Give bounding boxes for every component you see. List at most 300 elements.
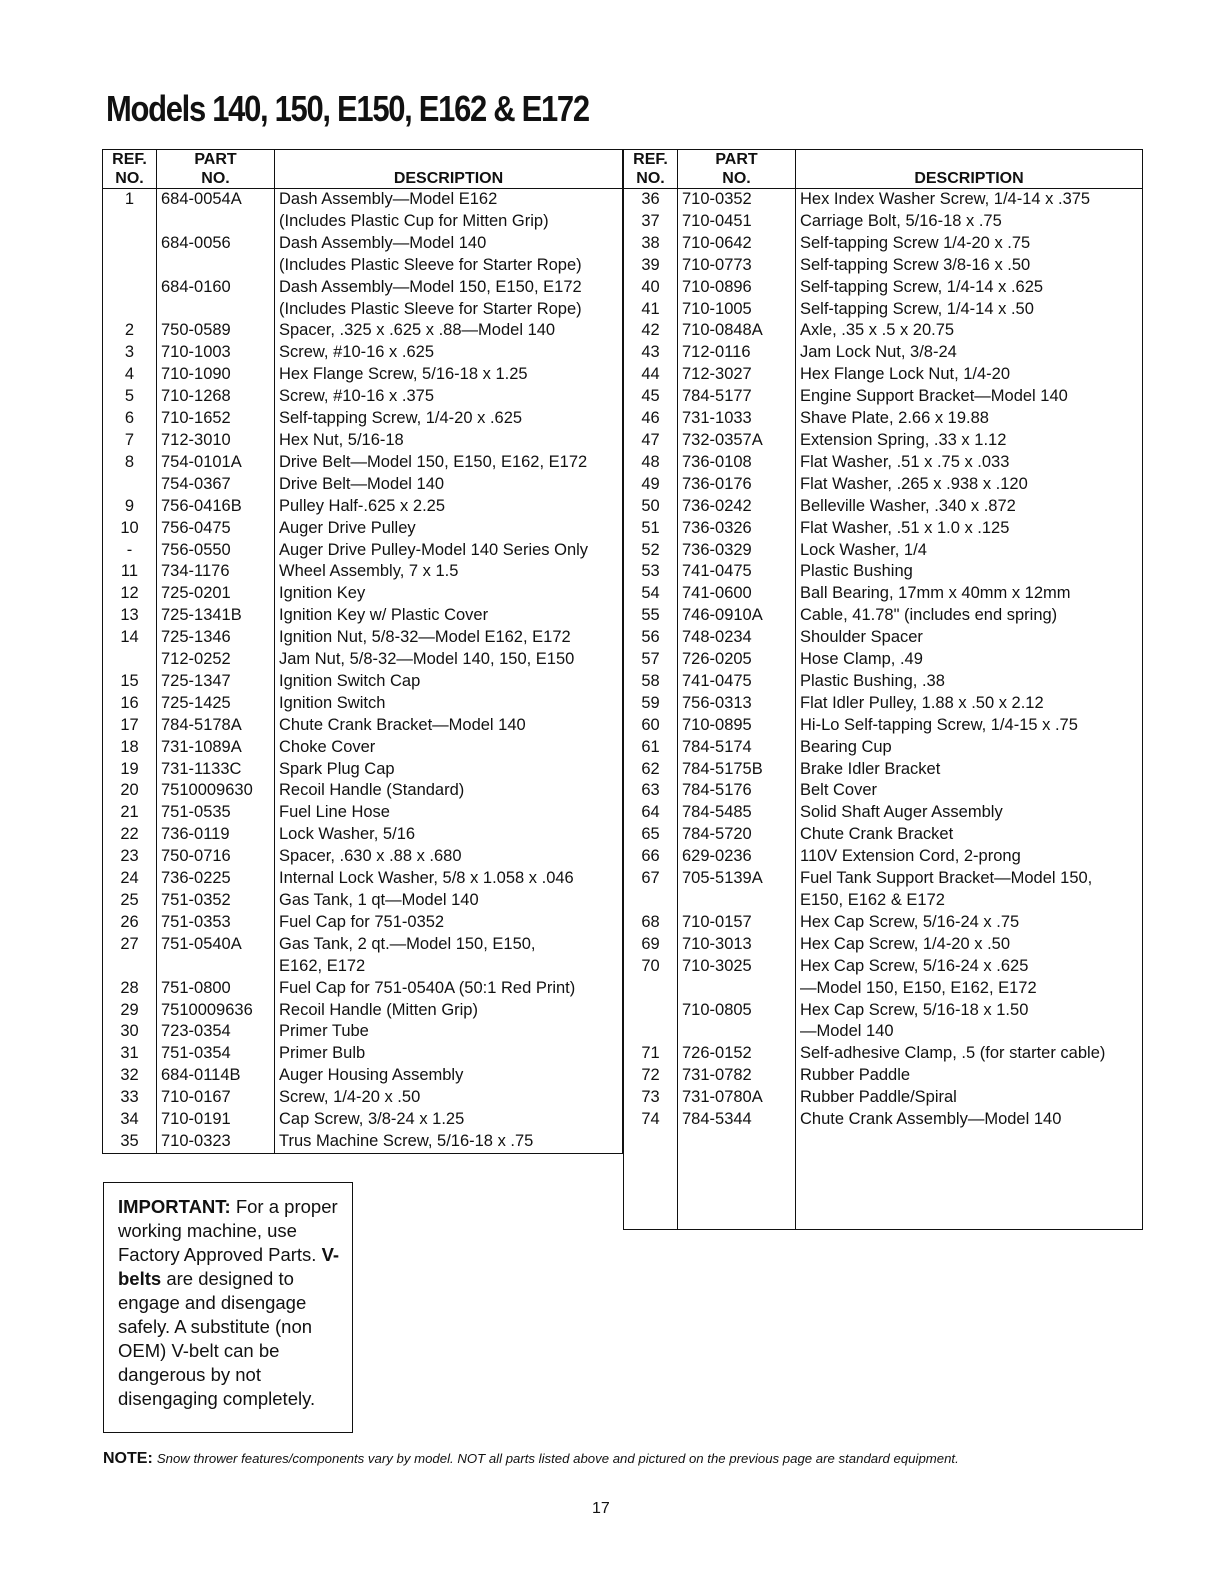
description-cell: Spacer, .325 x .625 x .88—Model 140 <box>275 320 623 342</box>
ref-no-cell: 29 <box>120 1000 139 1019</box>
part-no-cell: 756-0550 <box>157 540 275 562</box>
part-no-cell: 784-5485 <box>678 802 796 824</box>
table-row <box>103 934 623 956</box>
table-row <box>103 1087 623 1109</box>
ref-no-cell: 65 <box>641 825 660 844</box>
ref-no-cell: 24 <box>120 869 139 888</box>
empty-cell <box>796 1131 1143 1230</box>
part-no-cell: 710-3013 <box>678 934 796 956</box>
ref-no-cell: 48 <box>641 452 660 471</box>
description-cell: Hex Flange Lock Nut, 1/4-20 <box>796 364 1143 386</box>
part-no-cell: 710-1652 <box>157 408 275 430</box>
ref-no-cell <box>103 277 157 299</box>
ref-no-cell: 3 <box>124 343 135 362</box>
part-no-cell: 736-0329 <box>678 540 796 562</box>
table-row <box>624 299 1143 321</box>
ref-no-cell: 2 <box>124 321 135 340</box>
description-cell: Carriage Bolt, 5/16-18 x .75 <box>796 211 1143 233</box>
part-no-cell: 751-0535 <box>157 802 275 824</box>
part-no-cell: 710-0896 <box>678 277 796 299</box>
part-no-cell <box>157 956 275 978</box>
table-header-row <box>103 150 623 189</box>
ref-no-cell: 17 <box>120 715 139 734</box>
part-no-cell: 784-5344 <box>678 1109 796 1131</box>
table-row <box>624 627 1143 649</box>
description-cell: Dash Assembly—Model 150, E150, E172 <box>275 277 623 299</box>
page-number: 17 <box>592 1500 610 1517</box>
ref-no-cell <box>103 233 157 255</box>
description-cell: Bearing Cup <box>796 737 1143 759</box>
table-row <box>624 846 1143 868</box>
table-row <box>103 868 623 890</box>
part-no-cell: 751-0354 <box>157 1043 275 1065</box>
description-cell: Ignition Switch <box>275 693 623 715</box>
ref-no-cell: 56 <box>641 628 660 647</box>
description-cell: Plastic Bushing <box>796 561 1143 583</box>
ref-no-cell <box>103 956 157 978</box>
table-row <box>624 1043 1143 1065</box>
description-cell: Hex Cap Screw, 5/16-24 x .625 <box>796 956 1143 978</box>
description-cell: Fuel Line Hose <box>275 802 623 824</box>
table-row <box>103 561 623 583</box>
part-no-cell: 726-0205 <box>678 649 796 671</box>
description-cell: E162, E172 <box>275 956 623 978</box>
part-no-cell: 748-0234 <box>678 627 796 649</box>
description-cell: Cap Screw, 3/8-24 x 1.25 <box>275 1109 623 1131</box>
table-row <box>624 715 1143 737</box>
ref-no-cell: 46 <box>641 409 660 428</box>
empty-cell <box>624 1131 678 1230</box>
ref-no-cell: 74 <box>641 1110 660 1129</box>
part-no-cell: 746-0910A <box>678 605 796 627</box>
description-cell: Hi-Lo Self-tapping Screw, 1/4-15 x .75 <box>796 715 1143 737</box>
part-no-cell: 7510009630 <box>157 780 275 802</box>
part-no-cell: 751-0353 <box>157 912 275 934</box>
part-no-cell: 684-0114B <box>157 1065 275 1087</box>
part-no-cell <box>157 255 275 277</box>
ref-no-cell: - <box>126 540 133 559</box>
table-header-row <box>624 150 1143 189</box>
description-cell: Chute Crank Assembly—Model 140 <box>796 1109 1143 1131</box>
vbelts-label: V-belts <box>118 1244 340 1289</box>
description-cell: Ignition Nut, 5/8-32—Model E162, E172 <box>275 627 623 649</box>
table-row <box>624 912 1143 934</box>
part-no-cell: 725-0201 <box>157 583 275 605</box>
part-no-cell: 756-0313 <box>678 693 796 715</box>
part-no-cell: 712-3010 <box>157 430 275 452</box>
part-no-cell: 710-0323 <box>157 1131 275 1153</box>
description-cell: Hex Flange Screw, 5/16-18 x 1.25 <box>275 364 623 386</box>
description-cell: —Model 140 <box>796 1021 1143 1043</box>
ref-no-cell: 33 <box>120 1088 139 1107</box>
description-cell: Screw, #10-16 x .625 <box>275 342 623 364</box>
table-row <box>103 255 623 277</box>
description-cell: (Includes Plastic Sleeve for Starter Rope) <box>275 255 623 277</box>
part-no-cell: 731-1033 <box>678 408 796 430</box>
ref-no-cell: 13 <box>120 606 139 625</box>
description-cell: Axle, .35 x .5 x 20.75 <box>796 320 1143 342</box>
description-cell: Fuel Tank Support Bracket—Model 150, <box>796 868 1143 890</box>
part-no-cell: 684-0054A <box>157 189 275 211</box>
table-row <box>103 627 623 649</box>
table-row <box>103 890 623 912</box>
table-row <box>103 978 623 1000</box>
table-row <box>624 408 1143 430</box>
description-cell: Fuel Cap for 751-0540A (50:1 Red Print) <box>275 978 623 1000</box>
description-cell: 110V Extension Cord, 2-prong <box>796 846 1143 868</box>
part-no-cell: 756-0416B <box>157 496 275 518</box>
table-row <box>624 671 1143 693</box>
table-row <box>103 846 623 868</box>
part-no-cell: 710-0805 <box>678 1000 796 1022</box>
ref-no-cell: 1 <box>124 190 135 208</box>
description-cell: Screw, 1/4-20 x .50 <box>275 1087 623 1109</box>
table-row <box>624 342 1143 364</box>
description-cell: Chute Crank Bracket—Model 140 <box>275 715 623 737</box>
ref-no-cell: 32 <box>120 1066 139 1085</box>
table-row <box>103 605 623 627</box>
part-no-cell: 712-3027 <box>678 364 796 386</box>
table-row <box>103 518 623 540</box>
table-row <box>624 780 1143 802</box>
table-row <box>624 452 1143 474</box>
table-row <box>624 1109 1143 1131</box>
description-cell: Hose Clamp, .49 <box>796 649 1143 671</box>
table-row <box>624 320 1143 342</box>
table-row <box>103 824 623 846</box>
description-cell: Solid Shaft Auger Assembly <box>796 802 1143 824</box>
part-no-cell: 710-0352 <box>678 189 796 211</box>
table-row <box>103 540 623 562</box>
parts-list-left <box>103 189 623 1154</box>
table-row <box>103 780 623 802</box>
table-row <box>103 408 623 430</box>
part-no-cell: 710-1003 <box>157 342 275 364</box>
table-row <box>624 1000 1143 1022</box>
description-cell: Flat Washer, .265 x .938 x .120 <box>796 474 1143 496</box>
ref-no-cell: 20 <box>120 781 139 800</box>
description-cell: Cable, 41.78" (includes end spring) <box>796 605 1143 627</box>
description-cell: Plastic Bushing, .38 <box>796 671 1143 693</box>
part-no-cell: 710-0642 <box>678 233 796 255</box>
table-row <box>103 1000 623 1022</box>
ref-no-cell: 8 <box>124 452 135 471</box>
description-cell: Wheel Assembly, 7 x 1.5 <box>275 561 623 583</box>
table-row <box>624 364 1143 386</box>
ref-no-header: REF. NO. <box>633 151 668 187</box>
part-no-cell: 736-0225 <box>157 868 275 890</box>
part-no-cell <box>678 890 796 912</box>
ref-no-cell: 63 <box>641 781 660 800</box>
part-no-cell: 710-0157 <box>678 912 796 934</box>
description-cell: Hex Cap Screw, 1/4-20 x .50 <box>796 934 1143 956</box>
description-cell: Ball Bearing, 17mm x 40mm x 12mm <box>796 583 1143 605</box>
ref-no-cell: 73 <box>641 1088 660 1107</box>
table-row <box>103 1043 623 1065</box>
part-no-cell: 710-0451 <box>678 211 796 233</box>
description-cell: Belt Cover <box>796 780 1143 802</box>
ref-no-cell: 61 <box>641 737 660 756</box>
table-row <box>103 1131 623 1153</box>
table-row <box>624 890 1143 912</box>
part-no-header: PART NO. <box>157 150 275 189</box>
part-no-cell: 734-1176 <box>157 561 275 583</box>
ref-no-cell: 49 <box>641 474 660 493</box>
description-cell: Lock Washer, 1/4 <box>796 540 1143 562</box>
description-cell: Pulley Half-.625 x 2.25 <box>275 496 623 518</box>
table-row <box>624 386 1143 408</box>
table-row <box>624 1065 1143 1087</box>
part-no-cell: 710-0848A <box>678 320 796 342</box>
description-cell: Drive Belt—Model 150, E150, E162, E172 <box>275 452 623 474</box>
description-cell: Self-adhesive Clamp, .5 (for starter cable) <box>796 1043 1143 1065</box>
ref-no-cell: 57 <box>641 650 660 669</box>
table-row <box>103 211 623 233</box>
ref-no-cell <box>624 978 678 1000</box>
ref-no-cell: 59 <box>641 693 660 712</box>
description-cell: Fuel Cap for 751-0352 <box>275 912 623 934</box>
table-row <box>624 737 1143 759</box>
part-no-cell: 725-1346 <box>157 627 275 649</box>
ref-no-cell: 42 <box>641 321 660 340</box>
part-no-cell <box>678 978 796 1000</box>
description-cell: Internal Lock Washer, 5/8 x 1.058 x .046 <box>275 868 623 890</box>
description-cell: Primer Bulb <box>275 1043 623 1065</box>
part-no-cell: 741-0475 <box>678 561 796 583</box>
part-no-cell: 710-0895 <box>678 715 796 737</box>
table-row <box>103 496 623 518</box>
description-cell: Screw, #10-16 x .375 <box>275 386 623 408</box>
table-row <box>624 759 1143 781</box>
table-row <box>624 1087 1143 1109</box>
ref-no-cell: 51 <box>641 518 660 537</box>
table-row <box>103 1021 623 1043</box>
ref-no-cell <box>624 1021 678 1043</box>
ref-no-cell: 19 <box>120 759 139 778</box>
table-row <box>624 693 1143 715</box>
table-row <box>624 824 1143 846</box>
part-no-header: PART NO. <box>678 150 796 189</box>
ref-no-cell: 60 <box>641 715 660 734</box>
part-no-cell: 731-0782 <box>678 1065 796 1087</box>
part-no-cell: 731-0780A <box>678 1087 796 1109</box>
description-cell: —Model 150, E150, E162, E172 <box>796 978 1143 1000</box>
table-row <box>103 474 623 496</box>
part-no-cell: 684-0160 <box>157 277 275 299</box>
description-cell: Ignition Key w/ Plastic Cover <box>275 605 623 627</box>
part-no-cell: 710-1090 <box>157 364 275 386</box>
part-no-cell <box>678 1021 796 1043</box>
description-cell: Self-tapping Screw 1/4-20 x .75 <box>796 233 1143 255</box>
ref-no-cell: 37 <box>641 211 660 230</box>
table-row <box>103 364 623 386</box>
ref-no-cell: 54 <box>641 584 660 603</box>
ref-no-cell: 35 <box>120 1131 139 1150</box>
ref-no-cell: 64 <box>641 803 660 822</box>
description-cell: Lock Washer, 5/16 <box>275 824 623 846</box>
ref-no-cell: 5 <box>124 387 135 406</box>
part-no-cell: 756-0475 <box>157 518 275 540</box>
part-no-cell: 784-5177 <box>678 386 796 408</box>
page-title: Models 140, 150, E150, E162 & E172 <box>106 88 589 129</box>
ref-no-cell: 70 <box>641 956 660 975</box>
part-no-cell: 710-1268 <box>157 386 275 408</box>
part-no-cell: 741-0475 <box>678 671 796 693</box>
part-no-cell: 710-0167 <box>157 1087 275 1109</box>
ref-no-cell: 38 <box>641 233 660 252</box>
description-cell: Self-tapping Screw, 1/4-14 x .50 <box>796 299 1143 321</box>
parts-table-left <box>102 149 623 1154</box>
ref-no-cell: 43 <box>641 343 660 362</box>
ref-no-cell: 45 <box>641 387 660 406</box>
note-text: Snow thrower features/components vary by model. NOT all parts listed above and pictured on the previous page are standard equipment. <box>156 1451 959 1466</box>
table-row <box>624 518 1143 540</box>
ref-no-cell <box>624 1000 678 1022</box>
table-row <box>624 934 1143 956</box>
table-row <box>624 956 1143 978</box>
description-cell: Jam Lock Nut, 3/8-24 <box>796 342 1143 364</box>
description-cell: Auger Drive Pulley-Model 140 Series Only <box>275 540 623 562</box>
description-cell: Spark Plug Cap <box>275 759 623 781</box>
table-row <box>624 255 1143 277</box>
description-cell: Ignition Switch Cap <box>275 671 623 693</box>
part-no-cell: 754-0101A <box>157 452 275 474</box>
footnote <box>103 1450 959 1468</box>
ref-no-cell: 31 <box>120 1044 139 1063</box>
part-no-cell: 736-0119 <box>157 824 275 846</box>
description-cell: Auger Housing Assembly <box>275 1065 623 1087</box>
table-row <box>103 671 623 693</box>
table-filler-row <box>624 1131 1143 1230</box>
table-row <box>103 715 623 737</box>
table-row <box>624 649 1143 671</box>
part-no-cell: 725-1425 <box>157 693 275 715</box>
table-row <box>103 452 623 474</box>
table-row <box>103 693 623 715</box>
table-row <box>624 233 1143 255</box>
part-no-cell: 731-1089A <box>157 737 275 759</box>
ref-no-cell <box>103 255 157 277</box>
ref-no-cell: 36 <box>641 190 660 208</box>
part-no-cell: 731-1133C <box>157 759 275 781</box>
description-cell: Shoulder Spacer <box>796 627 1143 649</box>
important-label: IMPORTANT: <box>118 1196 231 1217</box>
ref-no-cell: 7 <box>124 430 135 449</box>
ref-no-cell <box>103 299 157 321</box>
table-row <box>103 1065 623 1087</box>
ref-no-cell: 52 <box>641 540 660 559</box>
table-row <box>103 912 623 934</box>
ref-no-cell: 44 <box>641 365 660 384</box>
ref-no-header: REF. NO. <box>112 151 147 187</box>
description-cell: Self-tapping Screw, 1/4-20 x .625 <box>275 408 623 430</box>
description-cell: Belleville Washer, .340 x .872 <box>796 496 1143 518</box>
part-no-cell: 784-5174 <box>678 737 796 759</box>
empty-cell <box>678 1131 796 1230</box>
description-cell: Flat Washer, .51 x 1.0 x .125 <box>796 518 1143 540</box>
ref-no-cell: 14 <box>120 628 139 647</box>
ref-no-cell: 50 <box>641 496 660 515</box>
ref-no-cell: 27 <box>120 934 139 953</box>
part-no-cell: 784-5178A <box>157 715 275 737</box>
ref-no-cell: 71 <box>641 1044 660 1063</box>
ref-no-cell: 72 <box>641 1066 660 1085</box>
table-row <box>624 189 1143 211</box>
part-no-cell: 710-3025 <box>678 956 796 978</box>
description-cell: Brake Idler Bracket <box>796 759 1143 781</box>
description-cell: Drive Belt—Model 140 <box>275 474 623 496</box>
table-row <box>103 759 623 781</box>
ref-no-cell: 66 <box>641 847 660 866</box>
description-cell: Ignition Key <box>275 583 623 605</box>
table-row <box>624 583 1143 605</box>
ref-no-cell: 55 <box>641 606 660 625</box>
part-no-cell: 736-0108 <box>678 452 796 474</box>
description-cell: Rubber Paddle <box>796 1065 1143 1087</box>
part-no-cell: 723-0354 <box>157 1021 275 1043</box>
part-no-cell: 784-5176 <box>678 780 796 802</box>
description-header: DESCRIPTION <box>275 150 623 189</box>
table-row <box>103 737 623 759</box>
description-cell: Primer Tube <box>275 1021 623 1043</box>
table-row <box>103 956 623 978</box>
description-cell: Engine Support Bracket—Model 140 <box>796 386 1143 408</box>
table-row <box>624 496 1143 518</box>
ref-no-cell: 22 <box>120 825 139 844</box>
part-no-cell: 750-0589 <box>157 320 275 342</box>
part-no-cell: 750-0716 <box>157 846 275 868</box>
description-cell: Gas Tank, 2 qt.—Model 150, E150, <box>275 934 623 956</box>
table-row <box>103 1109 623 1131</box>
table-row <box>103 802 623 824</box>
part-no-cell: 754-0367 <box>157 474 275 496</box>
part-no-cell <box>157 299 275 321</box>
ref-no-cell <box>103 474 157 496</box>
part-no-cell: 629-0236 <box>678 846 796 868</box>
ref-no-cell: 6 <box>124 409 135 428</box>
part-no-cell: 741-0600 <box>678 583 796 605</box>
description-cell: Dash Assembly—Model E162 <box>275 189 623 211</box>
ref-no-cell: 10 <box>120 518 139 537</box>
note-label: NOTE: <box>103 1450 153 1467</box>
ref-no-cell: 47 <box>641 430 660 449</box>
table-row <box>103 189 623 211</box>
ref-no-cell: 30 <box>120 1022 139 1041</box>
ref-no-cell: 41 <box>641 299 660 318</box>
ref-no-cell: 34 <box>120 1110 139 1129</box>
table-row <box>103 430 623 452</box>
description-cell: (Includes Plastic Sleeve for Starter Rope) <box>275 299 623 321</box>
ref-no-cell <box>624 890 678 912</box>
description-cell: Hex Cap Screw, 5/16-24 x .75 <box>796 912 1143 934</box>
part-no-cell: 712-0252 <box>157 649 275 671</box>
table-row <box>624 978 1143 1000</box>
ref-no-cell: 69 <box>641 934 660 953</box>
part-no-cell: 784-5175B <box>678 759 796 781</box>
description-cell: Gas Tank, 1 qt—Model 140 <box>275 890 623 912</box>
description-cell: Trus Machine Screw, 5/16-18 x .75 <box>275 1131 623 1153</box>
part-no-cell: 751-0540A <box>157 934 275 956</box>
description-cell: Self-tapping Screw 3/8-16 x .50 <box>796 255 1143 277</box>
description-cell: Extension Spring, .33 x 1.12 <box>796 430 1143 452</box>
ref-no-cell: 26 <box>120 912 139 931</box>
description-cell: Dash Assembly—Model 140 <box>275 233 623 255</box>
ref-no-cell: 16 <box>120 693 139 712</box>
ref-no-cell: 21 <box>120 803 139 822</box>
part-no-cell: 712-0116 <box>678 342 796 364</box>
description-cell: E150, E162 & E172 <box>796 890 1143 912</box>
description-cell: Self-tapping Screw, 1/4-14 x .625 <box>796 277 1143 299</box>
